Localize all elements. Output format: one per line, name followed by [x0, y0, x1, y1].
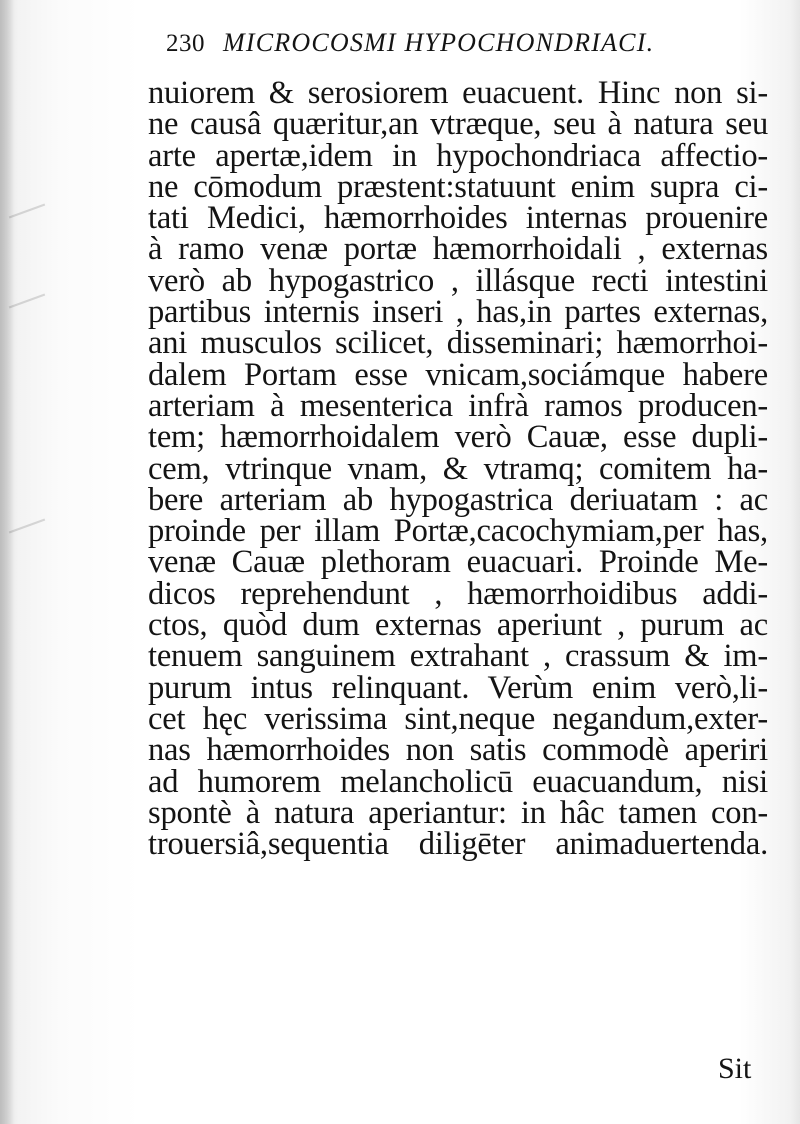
text-line: tem; hæmorrhoidalem verò Cauæ, esse dupli-	[148, 419, 768, 456]
text-line: nas hæmorrhoides non satis commodè aperiri	[148, 732, 768, 769]
text-line: trouersiâ,sequentia diligēter animaduertenda.	[148, 826, 768, 863]
text-line: proinde per illam Portæ,cacochymiam,per has,	[148, 513, 768, 550]
text-line: ne causâ quæritur,an vtræque, seu à natura seu	[148, 106, 768, 143]
text-line: tenuem sanguinem extrahant , crassum & im-	[148, 638, 768, 675]
text-line: ne cōmodum præstent:statuunt enim supra ci-	[148, 168, 768, 205]
text-line: cem, vtrinque vnam, & vtramq; comitem ha-	[148, 450, 768, 487]
text-line: purum intus relinquant. Verùm enim verò,li-	[148, 669, 768, 706]
running-title: MICROCOSMI HYPOCHONDRIACI.	[223, 28, 655, 57]
text-line: nuiorem & serosiorem euacuent. Hinc non si-	[148, 75, 768, 111]
text-line: partibus internis inseri , has,in partes externas,	[148, 294, 768, 331]
text-line: dicos reprehendunt , hæmorrhoidibus addi-	[148, 575, 768, 612]
text-line: cet hęc verissima sint,neque negandum,exter-	[148, 700, 768, 737]
page-number: 230	[166, 30, 205, 57]
text-line: arte apertæ,idem in hypochondriaca affectio-	[148, 137, 768, 174]
text-line: tati Medici, hæmorrhoides internas prouenire	[148, 200, 768, 237]
text-line: arteriam à mesenterica infrà ramos producen-	[148, 387, 768, 424]
text-line: venæ Cauæ plethoram euacuari. Proinde Me-	[148, 544, 768, 581]
bleed-through-mark	[9, 294, 45, 309]
text-line: bere arteriam ab hypogastrica deriuatam : ac	[148, 481, 768, 518]
bleed-through-mark	[9, 519, 45, 534]
bleed-through-mark	[9, 204, 45, 219]
text-line: ctos, quòd dum externas aperiunt , purum ac	[148, 607, 768, 644]
text-line: verò ab hypogastrico , illásque recti intestini	[148, 262, 768, 299]
text-line: spontè à natura aperiantur: in hâc tamen con-	[148, 794, 768, 831]
running-head	[166, 28, 756, 68]
text-line: ad humorem melancholicū euacuandum, nisi	[148, 763, 768, 800]
body-text	[148, 75, 768, 863]
text-line: ani musculos scilicet, disseminari; hæmorrhoi-	[148, 325, 768, 362]
text-line: dalem Portam esse vnicam,sociámque habere	[148, 356, 768, 393]
text-line: à ramo venæ portæ hæmorrhoidali , externas	[148, 231, 768, 268]
gutter-shadow	[0, 0, 14, 1124]
catchword: Sit	[718, 1052, 752, 1085]
